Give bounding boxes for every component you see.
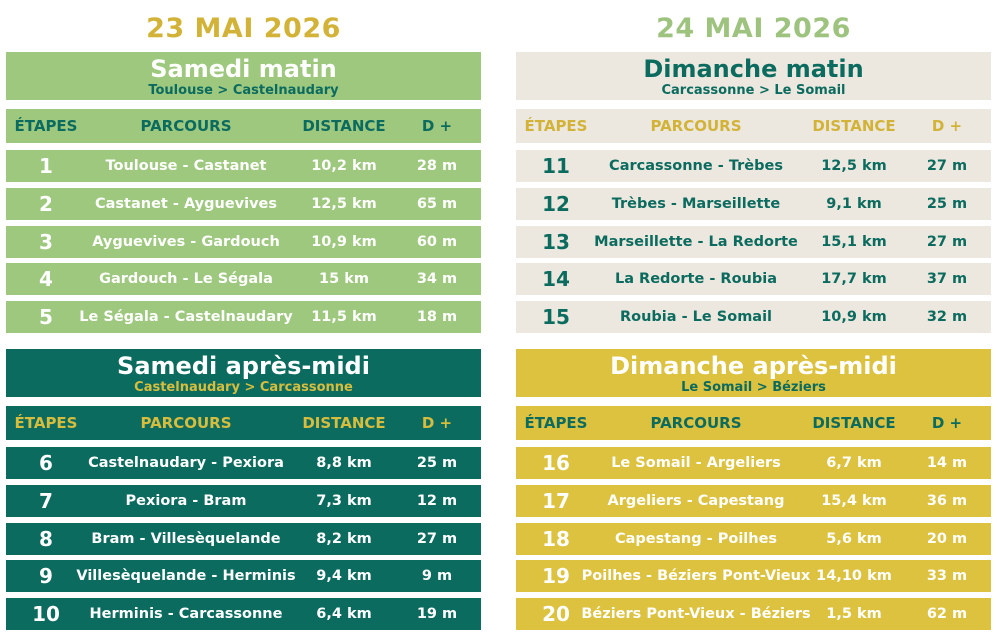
stage-elevation: 62 m (926, 606, 968, 622)
date-heading: 23 MAI 2026 (146, 13, 341, 44)
table-header (516, 109, 991, 143)
stage-table-saturday-morning (6, 52, 481, 329)
stage-number: 14 (542, 267, 570, 291)
stage-elevation: 60 m (416, 234, 458, 250)
table-row (6, 598, 481, 630)
stage-elevation: 14 m (926, 455, 968, 471)
header-dplus: D + (931, 117, 963, 135)
table-row (516, 301, 991, 333)
stage-distance: 8,2 km (316, 531, 372, 547)
header-parcours: PARCOURS (650, 414, 742, 432)
stage-route: Gardouch - Le Ségala (99, 271, 273, 287)
table-row (516, 485, 991, 517)
stage-elevation: 37 m (926, 271, 968, 287)
stage-number: 7 (39, 489, 53, 513)
stage-number: 8 (39, 527, 53, 551)
table-row (516, 263, 991, 295)
section-banner (6, 52, 481, 100)
stage-elevation: 12 m (416, 493, 458, 509)
stage-distance: 10,9 km (821, 309, 887, 325)
stage-route: Poilhes - Béziers Pont-Vieux (581, 568, 811, 584)
stage-number: 3 (39, 230, 53, 254)
stage-number: 20 (542, 602, 570, 626)
table-header (6, 406, 481, 440)
table-row (516, 523, 991, 555)
section-banner (6, 349, 481, 397)
stage-elevation: 32 m (926, 309, 968, 325)
table-row (516, 226, 991, 258)
header-distance: DISTANCE (302, 117, 386, 135)
stage-elevation: 19 m (416, 606, 458, 622)
stage-elevation: 20 m (926, 531, 968, 547)
date-heading: 24 MAI 2026 (656, 13, 851, 44)
table-row (516, 188, 991, 220)
stage-route: Bram - Villesèquelande (91, 531, 281, 547)
stage-distance: 11,5 km (311, 309, 377, 325)
stage-route: Marseillette - La Redorte (594, 234, 798, 250)
stage-number: 13 (542, 230, 570, 254)
stage-distance: 9,1 km (826, 196, 882, 212)
stage-distance: 10,2 km (311, 158, 377, 174)
stage-number: 15 (542, 305, 570, 329)
section-route: Le Somail > Béziers (681, 380, 826, 395)
stage-route: Trèbes - Marseillette (611, 196, 781, 212)
section-title: Dimanche matin (643, 55, 864, 83)
section-title: Samedi matin (150, 55, 337, 83)
header-dplus: D + (421, 414, 453, 432)
stage-distance: 15,1 km (821, 234, 887, 250)
stage-number: 1 (39, 154, 53, 178)
stage-elevation: 28 m (416, 158, 458, 174)
stage-table-sunday-afternoon (516, 349, 991, 626)
table-row (516, 447, 991, 479)
stage-elevation: 27 m (926, 234, 968, 250)
stage-distance: 12,5 km (821, 158, 887, 174)
stage-elevation: 34 m (416, 271, 458, 287)
section-title: Samedi après-midi (117, 352, 370, 380)
stage-number: 10 (32, 602, 60, 626)
stage-route: Herminis - Carcassonne (89, 606, 283, 622)
table-row (6, 226, 481, 258)
day-column-sunday (516, 0, 991, 626)
stage-route: Le Ségala - Castelnaudary (79, 309, 293, 325)
header-dplus: D + (421, 117, 453, 135)
stage-elevation: 27 m (926, 158, 968, 174)
stage-route: Roubia - Le Somail (619, 309, 773, 325)
header-distance: DISTANCE (302, 414, 386, 432)
stage-route: Capestang - Poilhes (614, 531, 778, 547)
stage-number: 5 (39, 305, 53, 329)
header-etapes: ÉTAPES (524, 117, 588, 135)
stage-route: Castelnaudary - Pexiora (88, 455, 284, 471)
header-distance: DISTANCE (812, 117, 896, 135)
table-header (516, 406, 991, 440)
stage-elevation: 33 m (926, 568, 968, 584)
stage-route: Castanet - Ayguevives (94, 196, 277, 212)
stage-distance: 14,10 km (816, 568, 892, 584)
table-row (6, 301, 481, 333)
table-header (6, 109, 481, 143)
section-route: Castelnaudary > Carcassonne (134, 380, 353, 395)
stage-number: 17 (542, 489, 570, 513)
stage-elevation: 25 m (416, 455, 458, 471)
header-etapes: ÉTAPES (14, 117, 78, 135)
stage-number: 16 (542, 451, 570, 475)
stage-distance: 6,4 km (316, 606, 372, 622)
stage-number: 6 (39, 451, 53, 475)
table-row (516, 150, 991, 182)
stage-route: Toulouse - Castanet (105, 158, 267, 174)
stage-elevation: 25 m (926, 196, 968, 212)
header-distance: DISTANCE (812, 414, 896, 432)
stage-elevation: 18 m (416, 309, 458, 325)
stage-number: 11 (542, 154, 570, 178)
header-etapes: ÉTAPES (524, 414, 588, 432)
stage-distance: 15,4 km (821, 493, 887, 509)
table-row (6, 188, 481, 220)
stage-route: Villesèquelande - Herminis (76, 568, 296, 584)
table-row (516, 560, 991, 592)
header-dplus: D + (931, 414, 963, 432)
stage-distance: 6,7 km (826, 455, 882, 471)
stage-distance: 12,5 km (311, 196, 377, 212)
table-row (6, 150, 481, 182)
table-row (6, 447, 481, 479)
stage-distance: 7,3 km (316, 493, 372, 509)
stage-distance: 1,5 km (826, 606, 882, 622)
header-parcours: PARCOURS (650, 117, 742, 135)
table-row (516, 598, 991, 630)
day-column-saturday (6, 0, 481, 626)
table-row (6, 523, 481, 555)
stage-route: Carcassonne - Trèbes (609, 158, 783, 174)
stage-elevation: 36 m (926, 493, 968, 509)
stage-number: 12 (542, 192, 570, 216)
stage-elevation: 65 m (416, 196, 458, 212)
stage-number: 18 (542, 527, 570, 551)
stage-table-saturday-afternoon (6, 349, 481, 626)
stage-elevation: 9 m (421, 568, 453, 584)
stage-number: 2 (39, 192, 53, 216)
stage-route: Argeliers - Capestang (607, 493, 785, 509)
stage-route: Le Somail - Argeliers (611, 455, 781, 471)
stage-distance: 9,4 km (316, 568, 372, 584)
stage-distance: 15 km (319, 271, 369, 287)
stage-table-sunday-morning (516, 52, 991, 329)
stage-route: Pexiora - Bram (125, 493, 247, 509)
table-row (6, 263, 481, 295)
stage-number: 9 (39, 564, 53, 588)
section-route: Toulouse > Castelnaudary (148, 83, 339, 98)
stage-number: 4 (39, 267, 53, 291)
header-etapes: ÉTAPES (14, 414, 78, 432)
stage-distance: 5,6 km (826, 531, 882, 547)
section-banner (516, 349, 991, 397)
stage-route: Ayguevives - Gardouch (92, 234, 280, 250)
table-row (6, 560, 481, 592)
section-banner (516, 52, 991, 100)
stage-elevation: 27 m (416, 531, 458, 547)
stage-distance: 8,8 km (316, 455, 372, 471)
header-parcours: PARCOURS (140, 117, 232, 135)
stage-number: 19 (542, 564, 570, 588)
stage-route: La Redorte - Roubia (614, 271, 778, 287)
stage-route: Béziers Pont-Vieux - Béziers (581, 606, 811, 622)
section-title: Dimanche après-midi (610, 352, 897, 380)
stage-distance: 10,9 km (311, 234, 377, 250)
table-row (6, 485, 481, 517)
stage-distance: 17,7 km (821, 271, 887, 287)
header-parcours: PARCOURS (140, 414, 232, 432)
section-route: Carcassonne > Le Somail (661, 83, 846, 98)
